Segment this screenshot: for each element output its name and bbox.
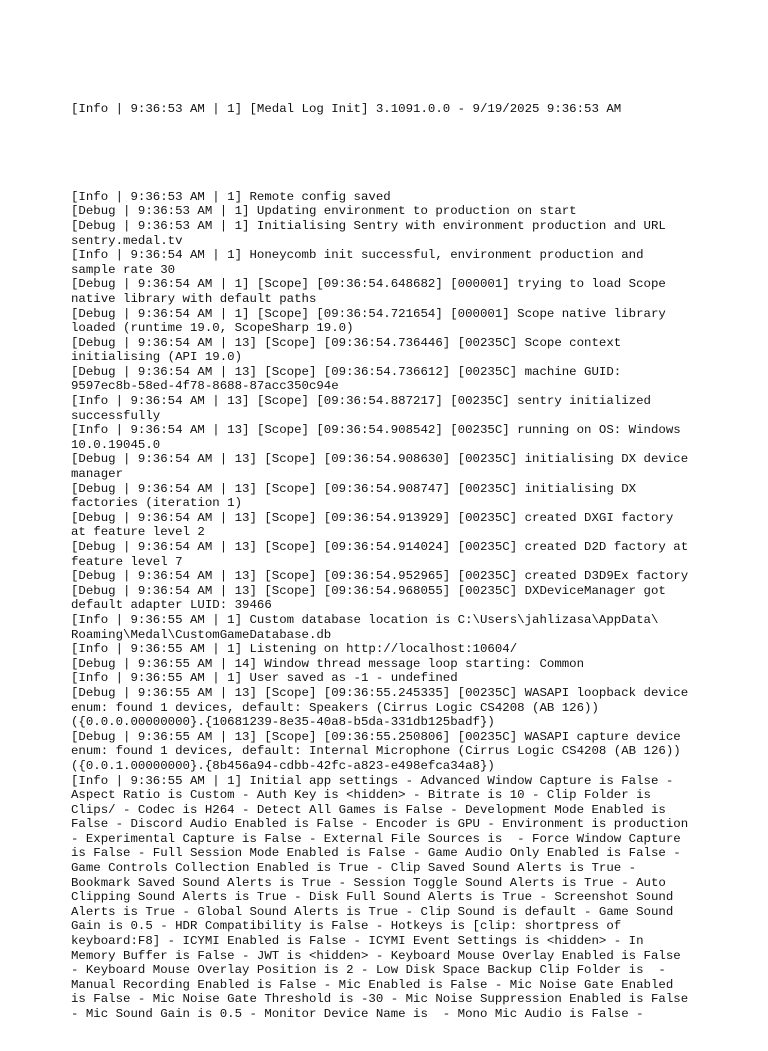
log-line: at feature level 2	[71, 525, 205, 540]
log-line: Aspect Ratio is Custom - Auth Key is <hidden> - Bitrate is 10 - Clip Folder is	[71, 788, 651, 803]
log-line: False - Discord Audio Enabled is False - Encoder is GPU - Environment is production	[71, 817, 689, 832]
log-line: sentry.medal.tv	[71, 233, 183, 248]
log-line: - Experimental Capture is False - External File Sources is - Force Window Capture	[71, 831, 681, 846]
log-line: [Info | 9:36:55 AM | 1] Listening on http://localhost:10604/	[71, 642, 518, 657]
log-line: Gain is 0.5 - HDR Compatibility is False - Hotkeys is [clip: shortpress of	[71, 919, 622, 934]
log-line: manager	[71, 467, 124, 482]
log-line: [Debug | 9:36:54 AM | 13] [Scope] [09:36:54.968055] [00235C] DXDeviceManager got	[71, 583, 666, 598]
log-line: [Debug | 9:36:54 AM | 1] [Scope] [09:36:54.721654] [000001] Scope native library	[71, 306, 666, 321]
log-line: Bookmark Saved Sound Alerts is True - Session Toggle Sound Alerts is True - Auto	[71, 875, 666, 890]
log-line: Roaming\Medal\CustomGameDatabase.db	[71, 627, 332, 642]
log-line: 9597ec8b-58ed-4f78-8688-87acc350c94e	[71, 379, 339, 394]
log-line: [Info | 9:36:54 AM | 1] Honeycomb init successful, environment production and	[71, 248, 644, 263]
log-line: loaded (runtime 19.0, ScopeSharp 19.0)	[71, 321, 354, 336]
log-line: 10.0.19045.0	[71, 437, 161, 452]
log-line: Memory Buffer is False - JWT is <hidden> - Keyboard Mouse Overlay Enabled is False	[71, 948, 681, 963]
log-line: enum: found 1 devices, default: Speakers (Cirrus Logic CS4208 (AB 126))	[71, 700, 599, 715]
log-line: [Debug | 9:36:55 AM | 14] Window thread message loop starting: Common	[71, 656, 585, 671]
log-line: [Info | 9:36:55 AM | 1] Custom database location is C:\Users\jahlizasa\AppData\	[71, 612, 659, 627]
log-line: successfully	[71, 408, 161, 423]
log-line: [Debug | 9:36:55 AM | 13] [Scope] [09:36:55.245335] [00235C] WASAPI loopback device	[71, 685, 689, 700]
log-line: native library with default paths	[71, 291, 317, 306]
log-line: Game Controls Collection Enabled is True - Clip Saved Sound Alerts is True -	[71, 861, 637, 876]
log-line: Clips/ - Codec is H264 - Detect All Games is False - Development Mode Enabled is	[71, 802, 666, 817]
log-line: initialising (API 19.0)	[71, 350, 243, 365]
log-line: [Debug | 9:36:54 AM | 13] [Scope] [09:36:54.913929] [00235C] created DXGI factory	[71, 510, 674, 525]
log-line: Alerts is True - Global Sound Alerts is True - Clip Sound is default - Game Sound	[71, 904, 674, 919]
log-text-block	[71, 73, 711, 1051]
log-line: ({0.0.1.00000000}.{8b456a94-cdbb-42fc-a823-e498efca34a8})	[71, 758, 495, 773]
log-line: [Debug | 9:36:54 AM | 13] [Scope] [09:36:54.908630] [00235C] initialising DX device	[71, 452, 689, 467]
log-line: Manual Recording Enabled is False - Mic Enabled is False - Mic Noise Gate Enabled	[71, 977, 674, 992]
log-line: [Info | 9:36:54 AM | 13] [Scope] [09:36:54.887217] [00235C] sentry initialized	[71, 394, 651, 409]
log-line: - Mic Sound Gain is 0.5 - Monitor Device Name is - Mono Mic Audio is False -	[71, 1007, 644, 1021]
log-line: keyboard:F8] - ICYMI Enabled is False - ICYMI Event Settings is <hidden> - In	[71, 934, 644, 949]
log-line: is False - Full Session Mode Enabled is False - Game Audio Only Enabled is False -	[71, 846, 681, 861]
log-line: [Debug | 9:36:54 AM | 13] [Scope] [09:36:54.736446] [00235C] Scope context	[71, 335, 622, 350]
log-line: sample rate 30	[71, 262, 176, 277]
log-line: Clipping Sound Alerts is True - Disk Full Sound Alerts is True - Screenshot Sound	[71, 890, 674, 905]
log-line: - Keyboard Mouse Overlay Position is 2 - Low Disk Space Backup Clip Folder is -	[71, 963, 666, 978]
log-line: [Info | 9:36:54 AM | 13] [Scope] [09:36:54.908542] [00235C] running on OS: Windows	[71, 423, 681, 438]
log-line: enum: found 1 devices, default: Internal Microphone (Cirrus Logic CS4208 (AB 126))	[71, 744, 681, 759]
log-line: [Debug | 9:36:54 AM | 13] [Scope] [09:36:54.914024] [00235C] created D2D factory at	[71, 540, 689, 554]
blank-line	[71, 146, 711, 161]
log-line: [Debug | 9:36:53 AM | 1] Initialising Sentry with environment production and URL	[71, 218, 666, 233]
log-line: [Info | 9:36:53 AM | 1] Remote config saved	[71, 189, 391, 204]
log-line: [Debug | 9:36:54 AM | 13] [Scope] [09:36:54.952965] [00235C] created D3D9Ex factory	[71, 569, 689, 584]
log-line: [Info | 9:36:55 AM | 1] User saved as -1 - undefined	[71, 671, 458, 686]
log-line: [Debug | 9:36:54 AM | 13] [Scope] [09:36:54.908747] [00235C] initialising DX	[71, 481, 637, 496]
log-line: [Debug | 9:36:55 AM | 13] [Scope] [09:36:55.250806] [00235C] WASAPI capture device	[71, 729, 681, 744]
log-line: [Debug | 9:36:54 AM | 1] [Scope] [09:36:54.648682] [000001] trying to load Scope	[71, 277, 666, 292]
log-line: [Debug | 9:36:54 AM | 13] [Scope] [09:36:54.736612] [00235C] machine GUID:	[71, 364, 622, 379]
log-line: ({0.0.0.00000000}.{10681239-8e35-40a8-b5da-331db125badf})	[71, 715, 495, 730]
log-header-line: [Info | 9:36:53 AM | 1] [Medal Log Init] 3.1091.0.0 - 9/19/2025 9:36:53 AM	[71, 102, 622, 117]
log-line: feature level 7	[71, 554, 183, 569]
log-line: default adapter LUID: 39466	[71, 598, 272, 613]
log-line: is False - Mic Noise Gate Threshold is -30 - Mic Noise Suppression Enabled is False	[71, 992, 689, 1007]
log-line: factories (iteration 1)	[71, 496, 243, 511]
log-line: [Info | 9:36:55 AM | 1] Initial app settings - Advanced Window Capture is False -	[71, 773, 674, 788]
log-line: [Debug | 9:36:53 AM | 1] Updating environment to production on start	[71, 204, 577, 219]
log-lines	[71, 190, 711, 1022]
